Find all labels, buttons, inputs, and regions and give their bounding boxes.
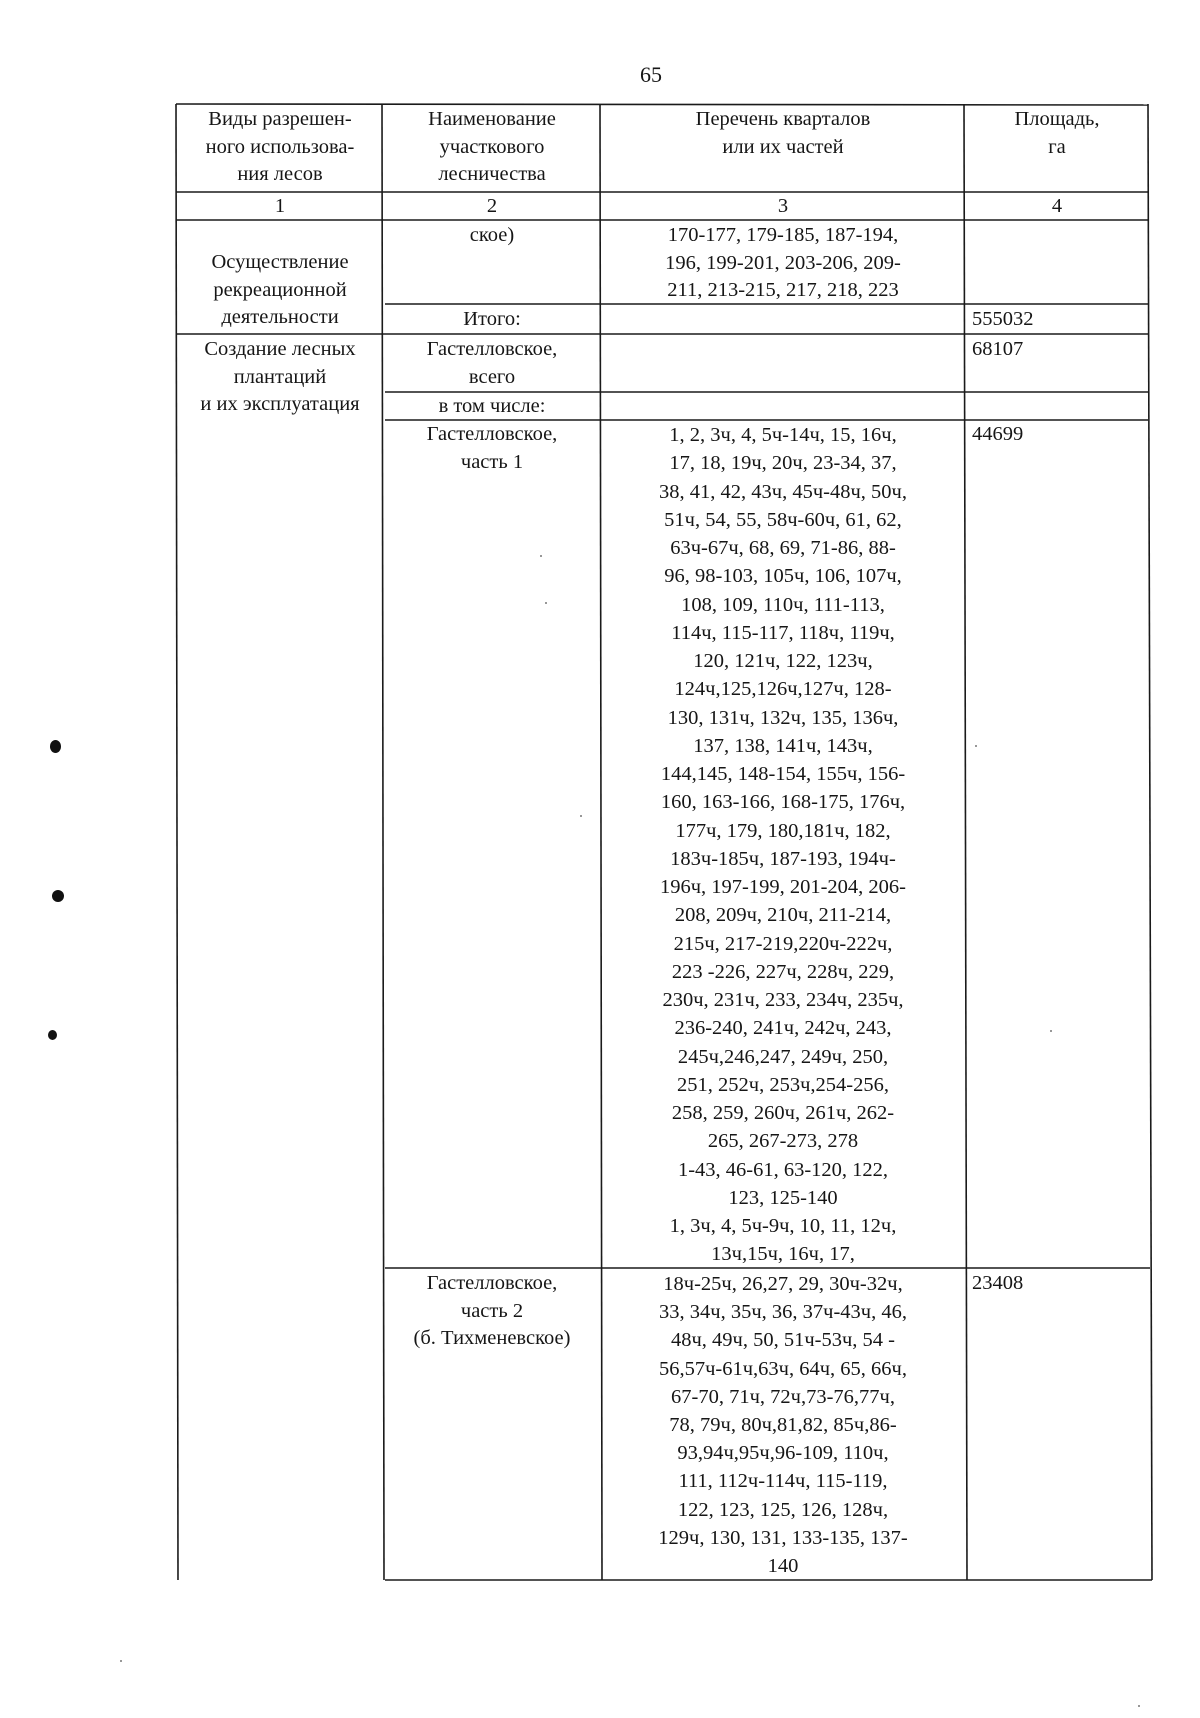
scan-dot <box>1050 1030 1052 1032</box>
column-number-2: 2 <box>486 195 498 217</box>
scan-dot <box>540 555 542 557</box>
part2-area: 23408 <box>972 1272 1024 1294</box>
part2-quarters: 18ч-25ч, 26,27, 29, 30ч-32ч, 33, 34ч, 35ч, 36, 37ч-43ч, 46, 48ч, 49ч, 50, 51ч-53ч, 54 - 56,57ч-61ч,63ч, 64ч, 65, 66ч, 67-70, 71ч, 72ч,73-76,77ч, 78, 79ч, 80ч,81,82, 85ч,86- 93,94ч,95ч,96-109, 110ч, 111, 112ч-114ч, 115-119, 122, 123, 125, 126, 128ч, 129ч, 130, 131, 133-135, 137- 140 <box>658 1273 908 1578</box>
scan-speck <box>48 1030 57 1040</box>
header-quarters-list: Перечень кварталов или их частей <box>695 108 871 158</box>
part1-area: 44699 <box>972 423 1024 445</box>
plantations-including-label: в том числе: <box>438 395 546 417</box>
part2-forestry: Гастелловское, часть 2 (б. Тихменевское) <box>413 1272 571 1349</box>
plantations-total-forestry: Гастелловское, всего <box>426 338 558 388</box>
scan-speck <box>52 890 64 902</box>
header-forestry-name: Наименование участкового лесничества <box>428 108 556 185</box>
recreation-forestry-continued: ское) <box>469 224 515 246</box>
column-number-3: 3 <box>777 195 789 217</box>
scan-dot <box>120 1660 122 1662</box>
recreation-total-label: Итого: <box>463 308 521 330</box>
scan-speck <box>50 740 61 753</box>
part1-quarters: 1, 2, 3ч, 4, 5ч-14ч, 15, 16ч, 17, 18, 19ч, 20ч, 23-34, 37, 38, 41, 42, 43ч, 45ч-48ч, 50ч, 51ч, 54, 55, 58ч-60ч, 61, 62, 63ч-67ч, 68, 69, 71-86, 88- 96, 98-103, 105ч, 106, 107ч, 108, 109, 110ч, 111-113, 114ч, 115-117, 118ч, 119ч, 120, 121ч, 122, 123ч, 124ч,125,126ч,127ч, 128- 130, 131ч, 132ч, 135, 136ч, 137, 138, 141ч, 143ч, 144,145, 148-154, 155ч, 156- 160, 163-166, 168-175, 176ч, 177ч, 179, 180,181ч, 182, 183ч-185ч, 187-193, 194ч- 196ч, 197-199, 201-204, 206- 208, 209ч, 210ч, 211-214, 215ч, 217-219,220ч-222ч, 223 -226, 227ч, 228ч, 229, 230ч, 231ч, 233, 234ч, 235ч, 236-240, 241ч, 242ч, 243, 245ч,246,247, 249ч, 250, 251, 252ч, 253ч,254-256, 258, 259, 260ч, 261ч, 262- 265, 267-273, 278 1-43, 46-61, 63-120, 122, 123, 125-140 1, 3ч, 4, 5ч-9ч, 10, 11, 12ч, 13ч,15ч, 16ч, 17, <box>659 424 907 1266</box>
scan-dot <box>580 815 582 817</box>
header-area: Площадь, га <box>1014 108 1100 158</box>
page-number: 65 <box>640 62 662 87</box>
plantations-total-area: 68107 <box>972 338 1024 360</box>
scan-dot <box>545 602 547 604</box>
column-number-4: 4 <box>1051 195 1063 217</box>
scan-dot <box>1138 1705 1140 1707</box>
part1-forestry: Гастелловское, часть 1 <box>426 423 558 473</box>
recreation-total-area: 555032 <box>972 308 1034 330</box>
column-number-1: 1 <box>274 195 286 217</box>
recreation-use-type: Осуществление рекреационной деятельности <box>211 251 349 328</box>
recreation-quarters-continued: 170-177, 179-185, 187-194, 196, 199-201, 203-206, 209- 211, 213-215, 217, 218, 223 <box>665 224 901 301</box>
scan-dot <box>975 745 977 747</box>
header-use-type: Виды разрешен- ного использова- ния лесов <box>205 108 355 185</box>
plantations-use-type: Создание лесных плантаций и их эксплуатация <box>200 338 360 415</box>
